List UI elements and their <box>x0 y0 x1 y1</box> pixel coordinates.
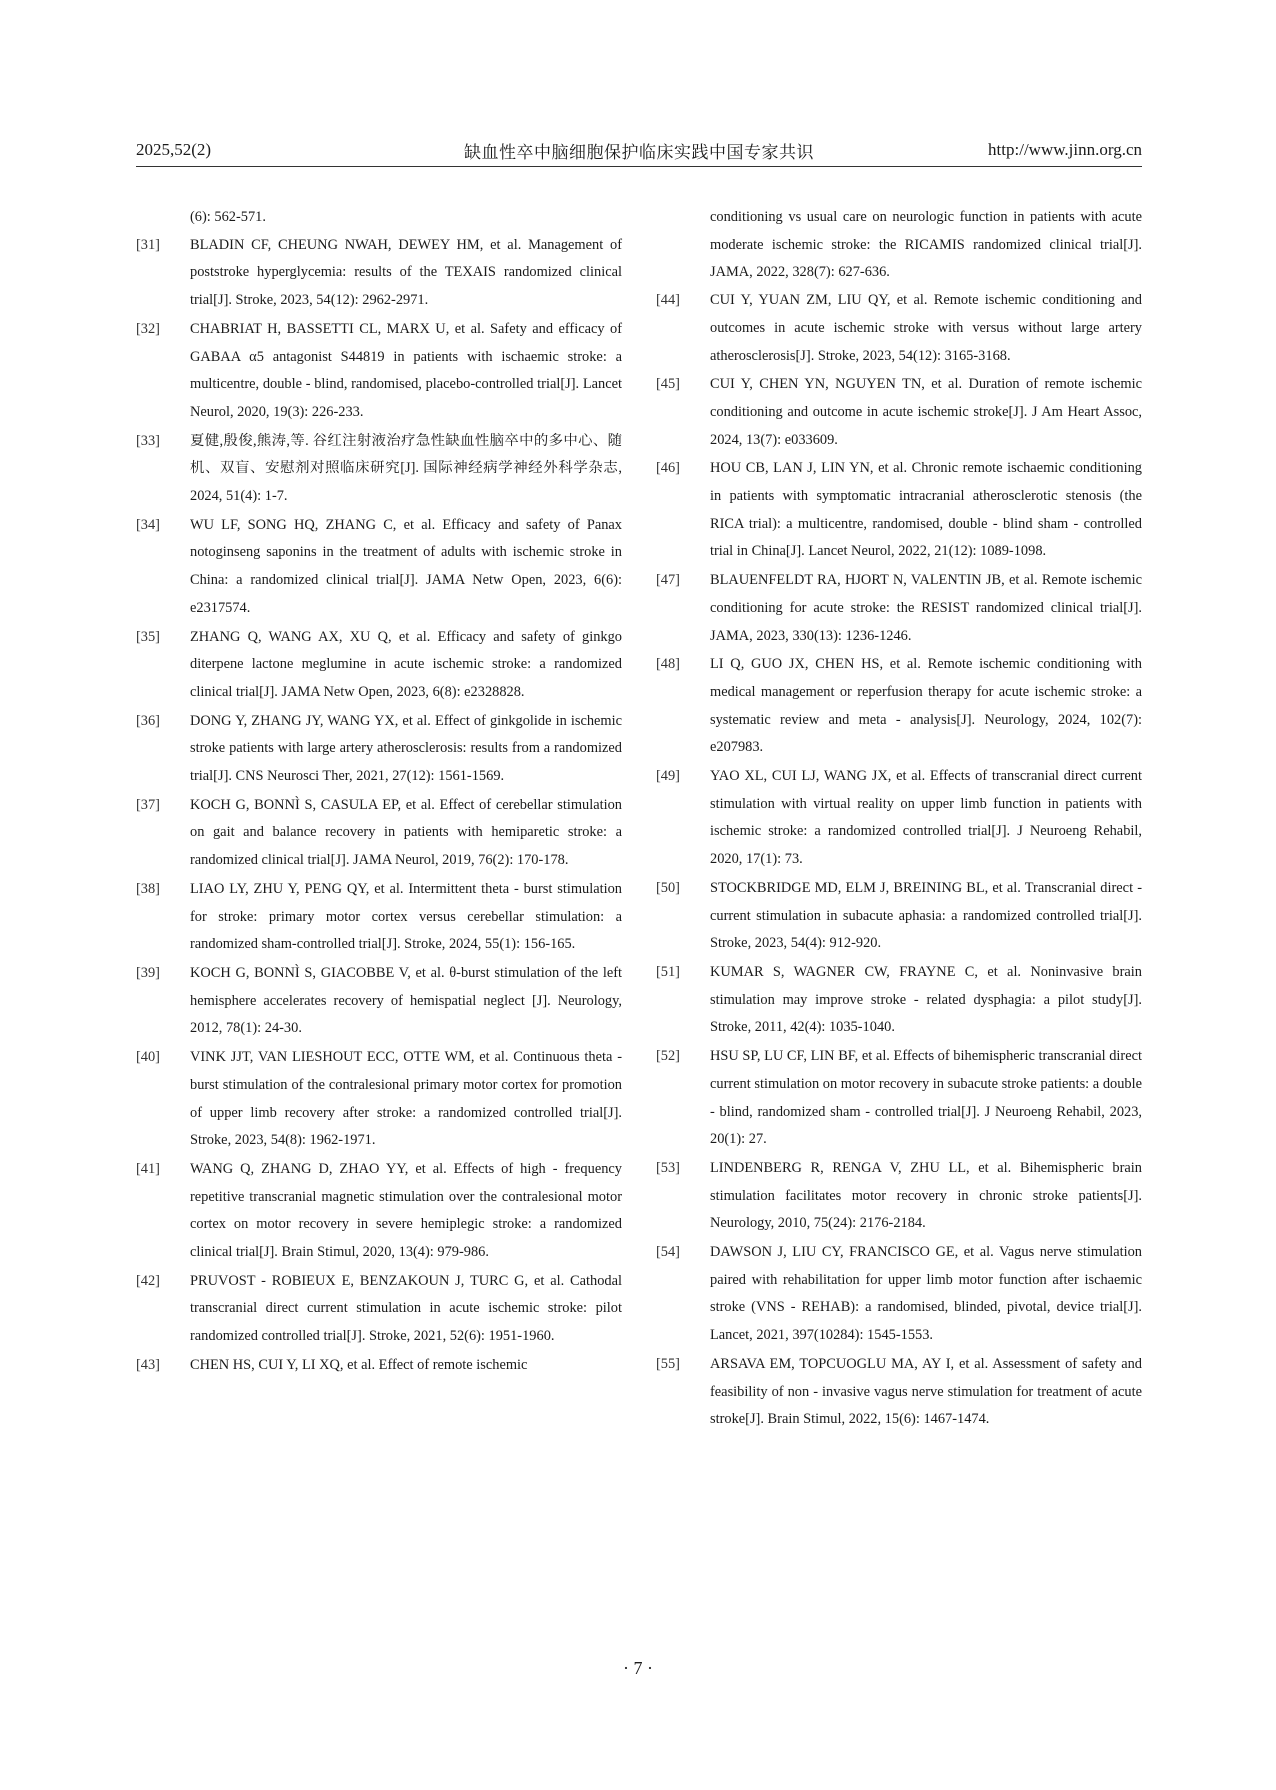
reference-entry <box>136 428 622 511</box>
reference-number: [36] <box>136 712 160 729</box>
reference-text: KOCH G, BONNÌ S, CASULA EP, et al. Effect of cerebellar stimulation on gait and balance recovery in patients with hemiparetic stroke: a randomized clinical trial[J]. JAMA Neurol, 2019, 76(2): 170-178. <box>190 796 622 869</box>
reference-entry <box>136 960 622 1043</box>
reference-number: [43] <box>136 1356 160 1373</box>
reference-text: ZHANG Q, WANG AX, XU Q, et al. Efficacy and safety of ginkgo diterpene lactone meglumine in acute ischemic stroke: a randomized clinical trial[J]. JAMA Netw Open, 2023, 6(8): e2328828. <box>190 628 622 700</box>
reference-text: KUMAR S, WAGNER CW, FRAYNE C, et al. Noninvasive brain stimulation may improve stroke - related dysphagia: a pilot study[J]. Stroke, 2011, 42(4): 1035-1040. <box>710 963 1142 1036</box>
reference-number: [49] <box>656 768 680 785</box>
reference-number: [31] <box>136 236 160 253</box>
reference-text: DAWSON J, LIU CY, FRANCISCO GE, et al. Vagus nerve stimulation paired with rehabilitation for upper limb motor function after ischaemic stroke (VNS - REHAB): a randomised, blinded, pivotal, device trial[J]. Lancet, 2021, 397(10284): 1545-1553. <box>710 1244 1142 1344</box>
reference-number: [50] <box>656 879 680 896</box>
reference-number: [48] <box>656 656 680 673</box>
running-header <box>136 136 1142 166</box>
reference-text: YAO XL, CUI LJ, WANG JX, et al. Effects of transcranial direct current stimulation with virtual reality on upper limb function in patients with ischemic stroke: a randomized controlled trial[J]. J Neuroeng Rehabil, 2020, 17(1): 73. <box>710 768 1142 868</box>
reference-number: [47] <box>656 572 680 589</box>
reference-entry <box>656 567 1142 650</box>
reference-entry <box>656 959 1142 1042</box>
reference-entry <box>656 651 1142 762</box>
reference-continuation: conditioning vs usual care on neurologic function in patients with acute moderate ischemic stroke: the RICAMIS randomized clinical trial[J]. JAMA, 2022, 328(7): 627-636. <box>710 209 1142 281</box>
reference-column-right <box>656 204 1142 1435</box>
reference-entry <box>136 876 622 959</box>
reference-text: STOCKBRIDGE MD, ELM J, BREINING BL, et al. Transcranial direct - current stimulation in subacute aphasia: a randomized controlled trial[J]. Stroke, 2023, 54(4): 912-920. <box>710 879 1142 952</box>
reference-number: [34] <box>136 516 160 533</box>
reference-entry <box>136 232 622 315</box>
reference-number: [51] <box>656 963 680 980</box>
reference-entry <box>136 1044 622 1155</box>
reference-entry <box>656 1239 1142 1350</box>
reference-entry <box>136 1352 622 1380</box>
reference-entry <box>656 1155 1142 1238</box>
reference-number: [46] <box>656 460 680 477</box>
reference-entry <box>136 1268 622 1351</box>
reference-entry <box>136 792 622 875</box>
reference-number: [40] <box>136 1049 160 1066</box>
reference-text: BLAUENFELDT RA, HJORT N, VALENTIN JB, et al. Remote ischemic conditioning for acute stroke: the RESIST randomized clinical trial[J]. JAMA, 2023, 330(13): 1236-1246. <box>710 572 1142 644</box>
reference-number: [38] <box>136 880 160 897</box>
reference-text: DONG Y, ZHANG JY, WANG YX, et al. Effect of ginkgolide in ischemic stroke patients with large artery atherosclerosis: results from a randomized trial[J]. CNS Neurosci Ther, 2021, 27(12): 1561-1569. <box>190 712 622 785</box>
journal-issue: 2025,52(2) <box>136 140 212 159</box>
journal-url[interactable]: http://www.jinn.org.cn <box>988 140 1142 159</box>
reference-text: PRUVOST - ROBIEUX E, BENZAKOUN J, TURC G, et al. Cathodal transcranial direct current stimulation in acute ischemic stroke: pilot randomized controlled trial[J]. Stroke, 2021, 52(6): 1951-1960. <box>190 1272 622 1345</box>
running-title: 缺血性卒中脑细胞保护临床实践中国专家共识 <box>464 143 814 163</box>
reference-continuation: (6): 562-571. <box>190 209 266 225</box>
reference-text: LIAO LY, ZHU Y, PENG QY, et al. Intermittent theta - burst stimulation for stroke: primary motor cortex versus cerebellar stimulation: a randomized sham-controlled trial[J]. Stroke, 2024, 55(1): 156-165. <box>190 880 622 953</box>
header-rule <box>136 166 1142 167</box>
reference-number: [55] <box>656 1355 680 1372</box>
reference-entry <box>656 763 1142 874</box>
reference-text: LINDENBERG R, RENGA V, ZHU LL, et al. Bihemispheric brain stimulation facilitates motor recovery in chronic stroke patients[J]. Neurology, 2010, 75(24): 2176-2184. <box>710 1159 1142 1232</box>
reference-text: CHABRIAT H, BASSETTI CL, MARX U, et al. Safety and efficacy of GABAA α5 antagonist S44819 in patients with ischaemic stroke: a multicentre, double - blind, randomised, placebo-controlled trial[J]. Lancet Neurol, 2020, 19(3): 226-233. <box>190 320 622 420</box>
reference-entry <box>656 1043 1142 1154</box>
reference-entry <box>656 455 1142 566</box>
reference-entry <box>136 316 622 427</box>
reference-entry <box>136 624 622 707</box>
reference-number: [37] <box>136 796 160 813</box>
reference-number: [42] <box>136 1272 160 1289</box>
reference-text: 夏健,殷俊,熊涛,等. 谷红注射液治疗急性缺血性脑卒中的多中心、随机、双盲、安慰剂对照临床研究[J]. 国际神经病学神经外科学杂志, 2024, 51(4): 1-7. <box>190 432 622 505</box>
reference-number: [52] <box>656 1048 680 1065</box>
reference-entry <box>136 708 622 791</box>
reference-text: HOU CB, LAN J, LIN YN, et al. Chronic remote ischaemic conditioning in patients with symptomatic intracranial atherosclerotic stenosis (the RICA trial): a multicentre, randomised, double - blind sham - controlled trial in China[J]. Lancet Neurol, 2022, 21(12): 1089-1098. <box>710 460 1142 560</box>
reference-entry <box>656 371 1142 454</box>
reference-text: BLADIN CF, CHEUNG NWAH, DEWEY HM, et al. Management of poststroke hyperglycemia: results of the TEXAIS randomized clinical trial[J]. Stroke, 2023, 54(12): 2962-2971. <box>190 236 622 309</box>
reference-number: [35] <box>136 628 160 645</box>
reference-text: KOCH G, BONNÌ S, GIACOBBE V, et al. θ-burst stimulation of the left hemisphere accelerates recovery of hemispatial neglect [J]. Neurology, 2012, 78(1): 24-30. <box>190 964 622 1037</box>
reference-number: [32] <box>136 320 160 337</box>
reference-text: CHEN HS, CUI Y, LI XQ, et al. Effect of remote ischemic <box>190 1356 528 1373</box>
reference-entry <box>656 1351 1142 1434</box>
reference-text: HSU SP, LU CF, LIN BF, et al. Effects of bihemispheric transcranial direct current stimulation on motor recovery in subacute stroke patients: a double - blind, randomized sham - controlled trial[J]. J Neuroeng Rehabil, 2023, 20(1): 27. <box>710 1048 1142 1148</box>
reference-number: [45] <box>656 376 680 393</box>
reference-entry <box>656 875 1142 958</box>
reference-number: [39] <box>136 964 160 981</box>
reference-number: [54] <box>656 1244 680 1261</box>
reference-entry <box>136 512 622 623</box>
reference-text: LI Q, GUO JX, CHEN HS, et al. Remote ischemic conditioning with medical management or reperfusion therapy for acute ischemic stroke: a systematic review and meta - analysis[J]. Neurology, 2024, 102(7): e207983. <box>710 656 1142 756</box>
reference-text: VINK JJT, VAN LIESHOUT ECC, OTTE WM, et al. Continuous theta - burst stimulation of the contralesional primary motor cortex for promotion of upper limb recovery after stroke: a randomized controlled trial[J]. Stroke, 2023, 54(8): 1962-1971. <box>190 1049 622 1149</box>
reference-number: [44] <box>656 292 680 309</box>
reference-number: [53] <box>656 1159 680 1176</box>
reference-text: WU LF, SONG HQ, ZHANG C, et al. Efficacy and safety of Panax notoginseng saponins in the treatment of adults with ischemic stroke in China: a randomized clinical trial[J]. JAMA Netw Open, 2023, 6(6): e2317574. <box>190 516 622 616</box>
reference-number: [41] <box>136 1160 160 1177</box>
reference-number: [33] <box>136 432 160 449</box>
reference-text: ARSAVA EM, TOPCUOGLU MA, AY I, et al. Assessment of safety and feasibility of non - invasive vagus nerve stimulation for treatment of acute stroke[J]. Brain Stimul, 2022, 15(6): 1467-1474. <box>710 1355 1142 1428</box>
reference-entry <box>656 287 1142 370</box>
page-number: · 7 · <box>623 1658 653 1678</box>
reference-text: CUI Y, YUAN ZM, LIU QY, et al. Remote ischemic conditioning and outcomes in acute ischemic stroke with versus without large artery atherosclerosis[J]. Stroke, 2023, 54(12): 3165-3168. <box>710 292 1142 364</box>
reference-text: CUI Y, CHEN YN, NGUYEN TN, et al. Duration of remote ischemic conditioning and outcome in acute ischemic stroke[J]. J Am Heart Assoc, 2024, 13(7): e033609. <box>710 376 1142 448</box>
reference-column-left <box>136 204 622 1381</box>
reference-text: WANG Q, ZHANG D, ZHAO YY, et al. Effects of high - frequency repetitive transcranial magnetic stimulation over the contralesional motor cortex on motor recovery in severe hemiplegic stroke: a randomized clinical trial[J]. Brain Stimul, 2020, 13(4): 979-986. <box>190 1160 622 1261</box>
reference-entry <box>136 1156 622 1267</box>
